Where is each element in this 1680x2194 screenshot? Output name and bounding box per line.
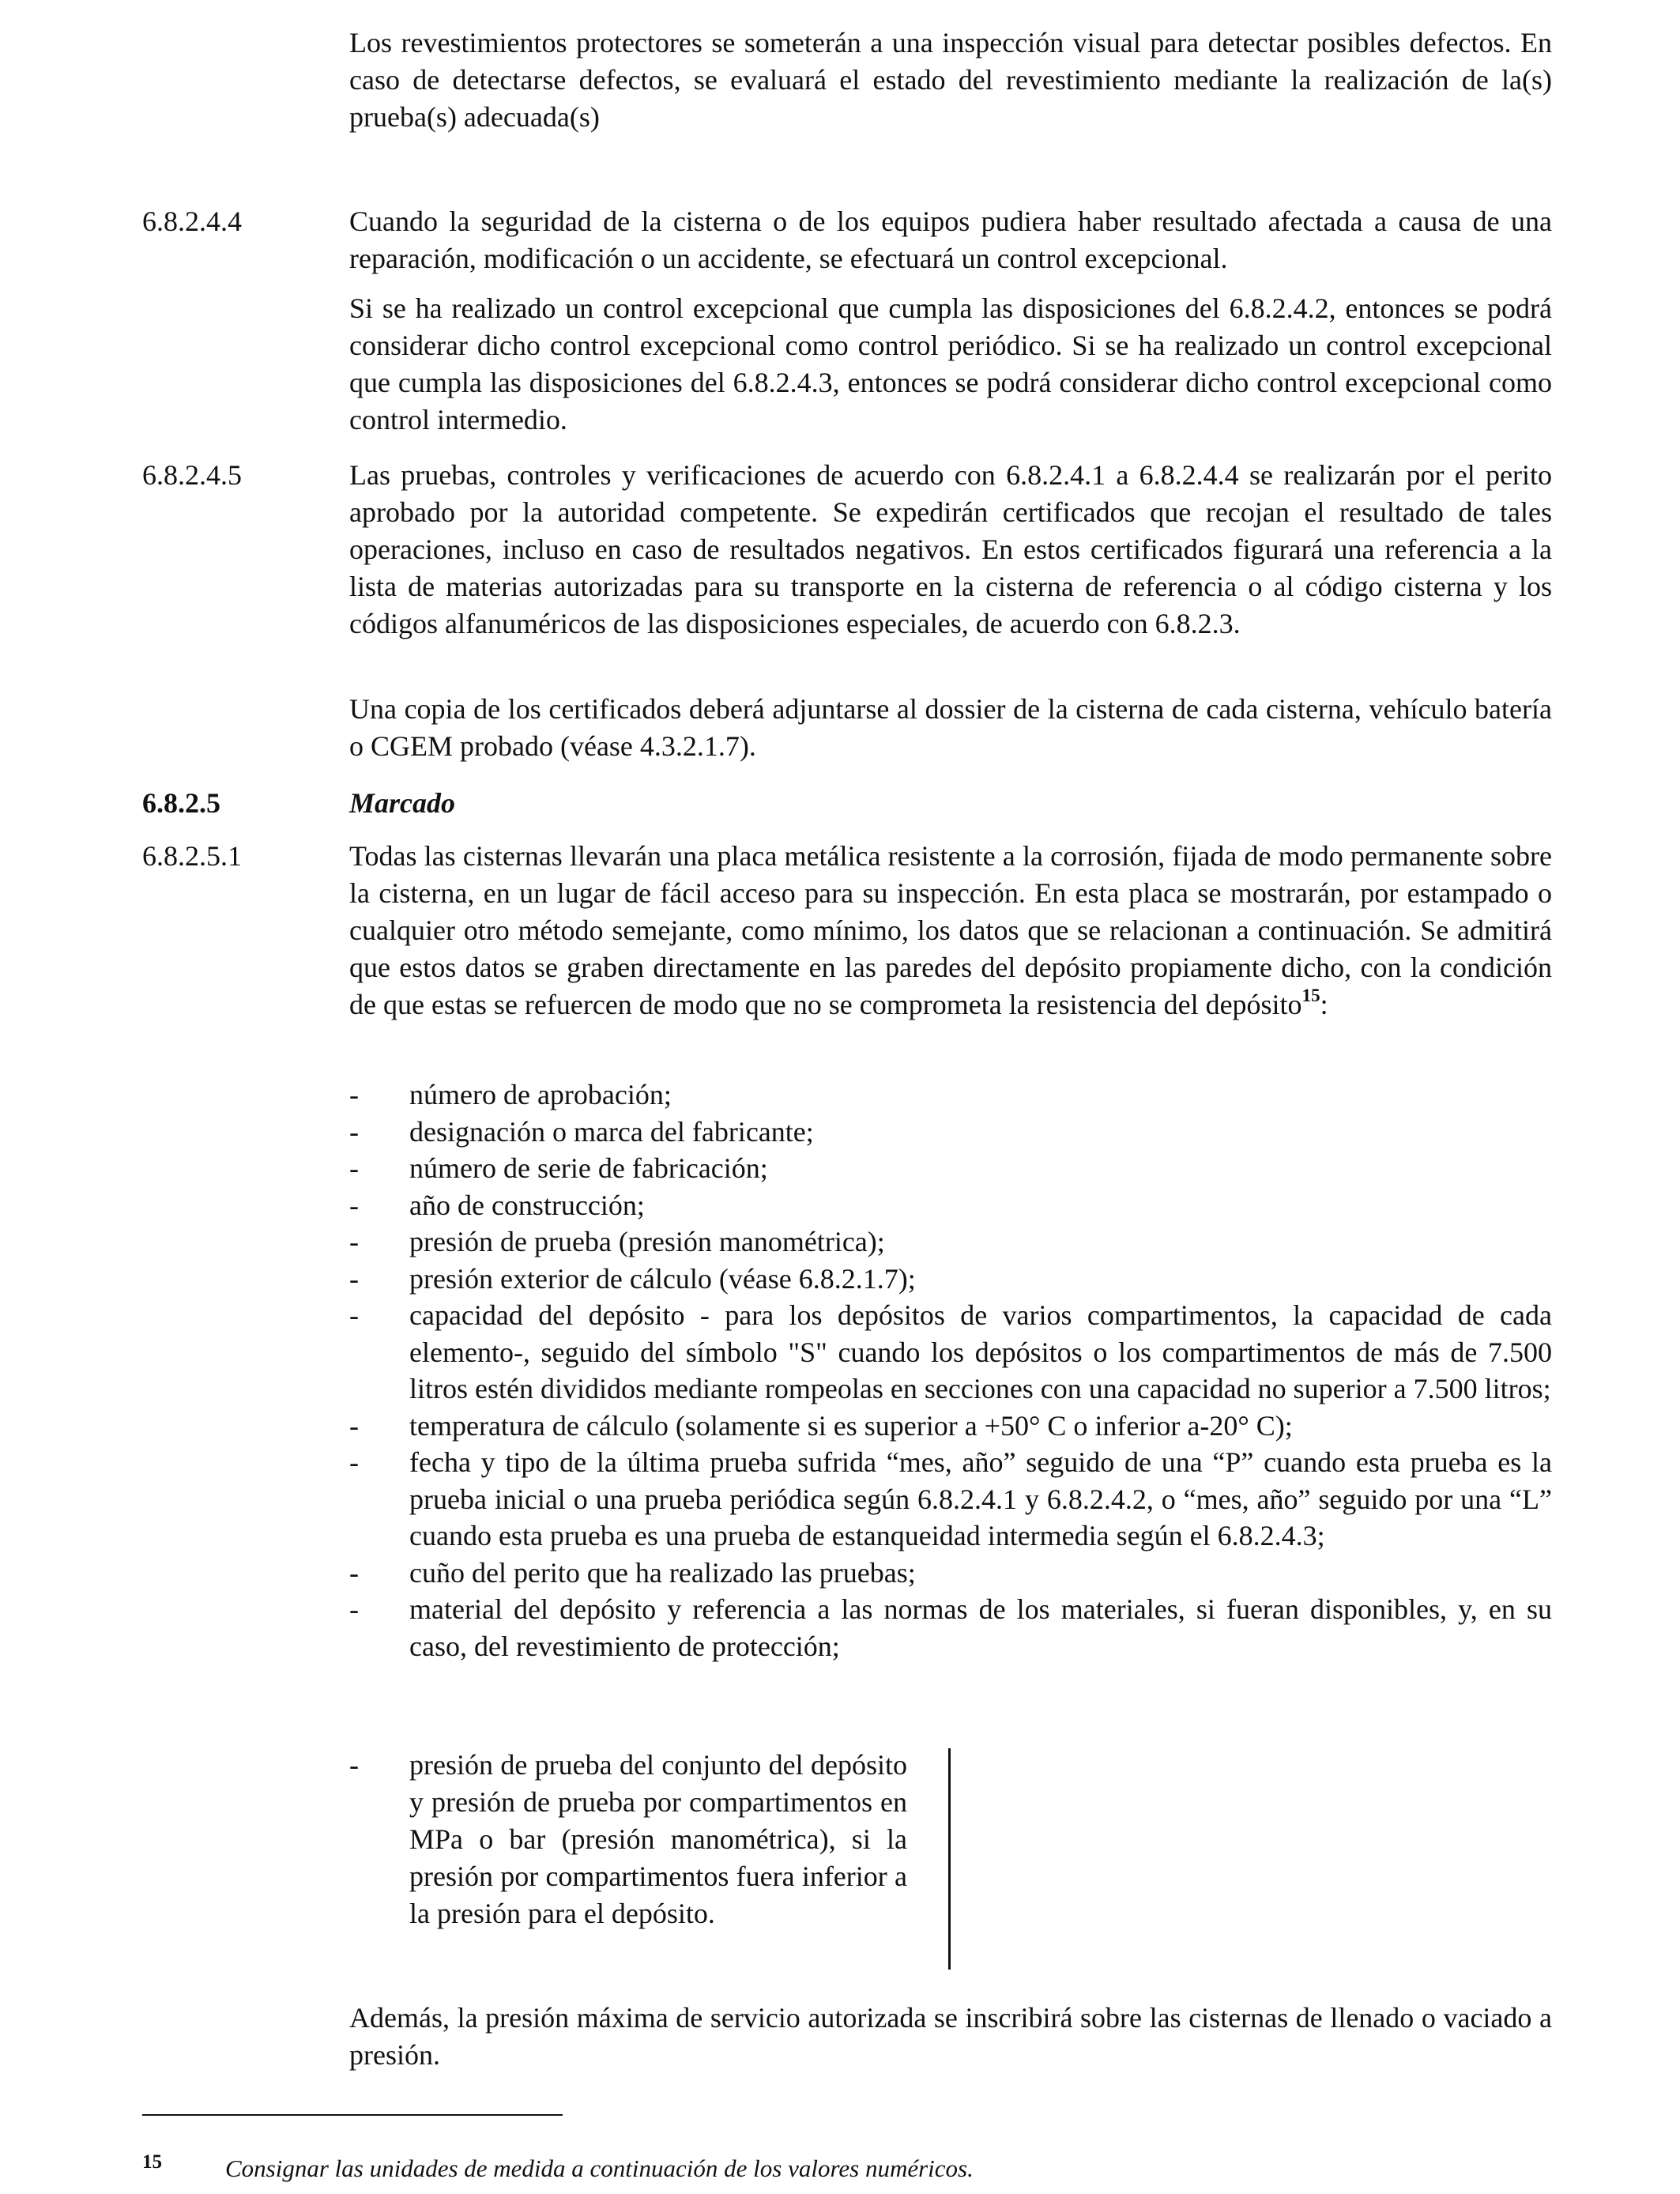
list-item-text: material del depósito y referencia a las normas de los materiales, si fueran disponibles, y, en su caso, del revestimiento de protección; [409, 1593, 1552, 1662]
list-item [349, 1408, 1552, 1445]
section-number-6-8-2-5-1: 6.8.2.5.1 [142, 840, 242, 872]
list-item [349, 1223, 1552, 1261]
footnote-number: 15 [142, 2151, 162, 2173]
list-dash: - [349, 1226, 359, 1257]
list-dash: - [349, 1115, 359, 1148]
list-dash: - [349, 1593, 359, 1625]
change-bar [948, 1748, 951, 1970]
list-item-text: cuño del perito que ha realizado las pruebas; [409, 1556, 916, 1589]
list-item [349, 1297, 1552, 1408]
section-number-6-8-2-4-5: 6.8.2.4.5 [142, 459, 242, 491]
boxed-list-item-text: presión de prueba del conjunto del depósito y presión de prueba por compartimentos en MPa o bar (presión manométrica), si la presión por compartimentos fuera inferior a la presión para el depósito. [409, 1749, 907, 1929]
section-heading-number: 6.8.2.5 [142, 787, 220, 819]
list-dash: - [349, 1409, 359, 1442]
section-number-6-8-2-4-4: 6.8.2.4.4 [142, 205, 242, 237]
list-item-text: fecha y tipo de la última prueba sufrida “mes, año” seguido de una “P” cuando esta prueba es la prueba inicial o una prueba periódica según 6.8.2.4.1 y 6.8.2.4.2, o “mes, año” seguido por una “L” cuando esta prueba es una prueba de estanqueidad intermedia según el 6.8.2.4.3; [409, 1446, 1552, 1551]
list-item-text: presión exterior de cálculo (véase 6.8.2.1.7); [409, 1262, 916, 1295]
list-item [349, 1591, 1552, 1664]
list-item-text: temperatura de cálculo (solamente si es superior a +50° C o inferior a-20° C); [409, 1409, 1293, 1442]
list-item [349, 1187, 1552, 1224]
section-heading-title: Marcado [349, 787, 455, 819]
paragraph-6-8-2-4-4-a: Cuando la seguridad de la cisterna o de los equipos pudiera haber resultado afectada a causa de una reparación, modificación o un accidente, se efectuará un control excepcional. [349, 205, 1552, 274]
list-item [349, 1076, 1552, 1114]
marking-data-list [349, 1076, 1552, 1664]
list-dash: - [349, 1152, 359, 1184]
list-dash: - [349, 1299, 359, 1331]
paragraph-6-8-2-5-1 [349, 838, 1552, 1023]
paragraph-6-8-2-4-5-a: Las pruebas, controles y verificaciones de acuerdo con 6.8.2.4.1 a 6.8.2.4.4 se realizarán por el perito aprobado por la autoridad competente. Se expedirán certificados que recojan el resultado de tales operaciones, incluso en caso de resultados negativos. En estos certificados figurará una referencia a la lista de materias autorizadas para su transporte en la cisterna de referencia o al código cisterna y los códigos alfanuméricos de las disposiciones especiales, de acuerdo con 6.8.2.3. [349, 459, 1552, 639]
list-dash: - [349, 1446, 359, 1478]
list-item [349, 1555, 1552, 1592]
list-item-text: designación o marca del fabricante; [409, 1115, 814, 1148]
footnote-reference[interactable]: 15 [1301, 986, 1320, 1005]
footnote-text: Consignar las unidades de medida a continuación de los valores numéricos. [225, 2154, 974, 2182]
paragraph-6-8-2-5-1-text: Todas las cisternas llevarán una placa metálica resistente a la corrosión, fijada de modo permanente sobre la cisterna, en un lugar de fácil acceso para su inspección. En esta placa se mostrarán, por estampado o cualquier otro método semejante, como mínimo, los datos que se relacionan a continuación. Se admitirá que estos datos se graben directamente en las paredes del depósito propiamente dicho, con la condición de que estas se refuercen de modo que no se comprometa la resistencia del depósito [349, 840, 1552, 1020]
list-item [349, 1261, 1552, 1298]
intro-paragraph: Los revestimientos protectores se someterán a una inspección visual para detectar posibles defectos. En caso de detectarse defectos, se evaluará el estado del revestimiento mediante la realización de la(s) prueba(s) adecuada(s) [349, 27, 1552, 133]
list-item-text: año de construcción; [409, 1189, 645, 1221]
list-item-text: número de serie de fabricación; [409, 1152, 768, 1184]
list-dash: - [349, 1079, 359, 1110]
list-dash: - [349, 1749, 359, 1781]
list-item-text: presión de prueba (presión manométrica); [409, 1226, 885, 1257]
list-dash: - [349, 1262, 359, 1295]
footnote-divider [142, 2114, 563, 2116]
list-dash: - [349, 1556, 359, 1589]
paragraph-6-8-2-5-1-colon: : [1320, 989, 1328, 1020]
paragraph-6-8-2-4-4-b: Si se ha realizado un control excepcional que cumpla las disposiciones del 6.8.2.4.2, entonces se podrá considerar dicho control excepcional como control periódico. Si se ha realizado un control excepcional que cumpla las disposiciones del 6.8.2.4.3, entonces se podrá considerar dicho control excepcional como control intermedio. [349, 292, 1552, 435]
list-item [349, 1444, 1552, 1555]
list-item [349, 1114, 1552, 1151]
list-item-text: capacidad del depósito - para los depósitos de varios compartimentos, la capacidad de cada elemento-, seguido del símbolo "S" cuando los depósitos o los compartimentos de más de 7.500 litros estén divididos mediante rompeolas en secciones con una capacidad no superior a 7.500 litros; [409, 1299, 1552, 1404]
paragraph-6-8-2-4-5-b: Una copia de los certificados deberá adjuntarse al dossier de la cisterna de cada cisterna, vehículo batería o CGEM probado (véase 4.3.2.1.7). [349, 693, 1552, 762]
list-item [349, 1150, 1552, 1187]
closing-paragraph: Además, la presión máxima de servicio autorizada se inscribirá sobre las cisternas de llenado o vaciado a presión. [349, 2002, 1552, 2071]
list-item-text: número de aprobación; [409, 1079, 672, 1110]
list-dash: - [349, 1189, 359, 1221]
boxed-list-item [349, 1747, 974, 1932]
